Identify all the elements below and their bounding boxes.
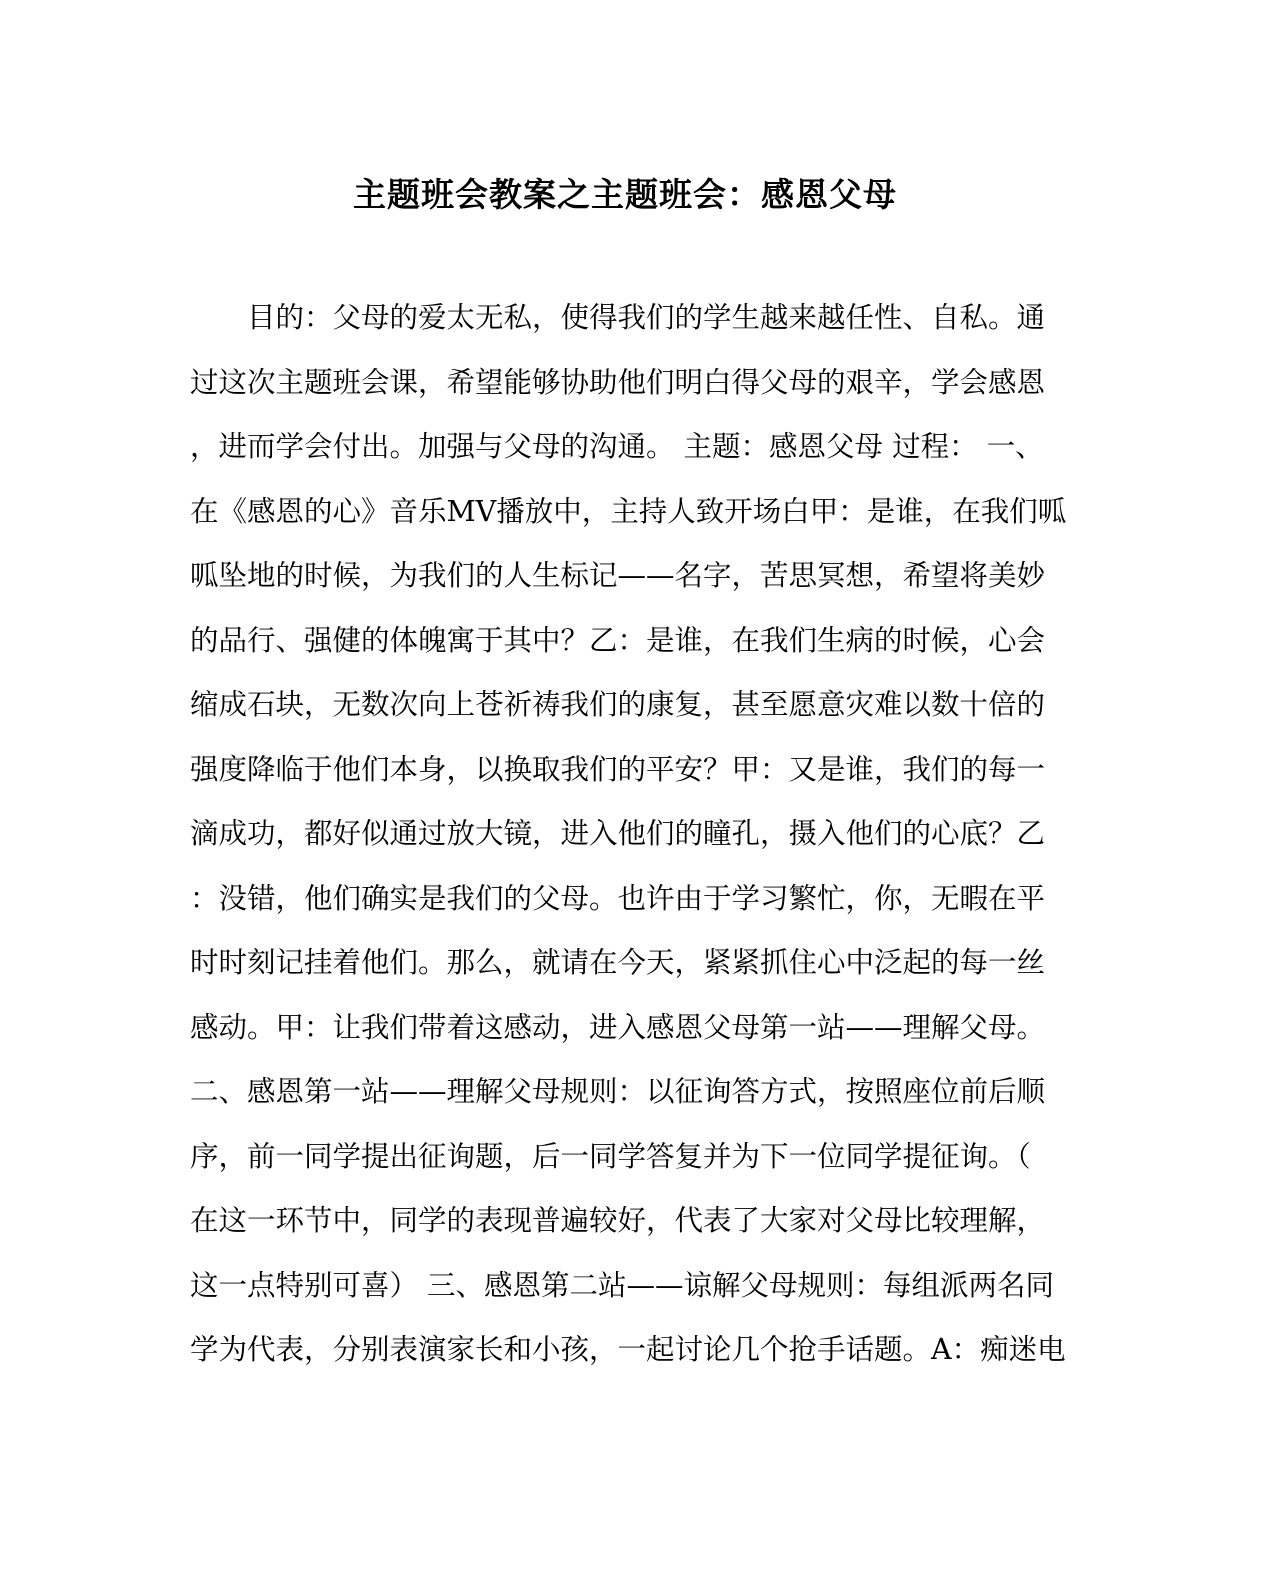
body-text-line: 目的：父母的爱太无私，使得我们的学生越来越任性、自私。通 [190,301,1046,334]
document-body [190,286,1080,1383]
body-text-line: 缩成石块，无数次向上苍祈祷我们的康复，甚至愿意灾难以数十倍的 [190,688,1046,721]
body-text-line: 感动。甲：让我们带着这感动，进入感恩父母第一站——理解父母。 [190,1010,1046,1044]
body-text-line: 二、感恩第一站——理解父母规则：以征询答方式，按照座位前后顺 [190,1075,1046,1108]
body-text-line: 在这一环节中，同学的表现普遍较好，代表了大家对父母比较理解， [190,1204,1046,1237]
body-text-line: 滴成功，都好似通过放大镜，进入他们的瞳孔，摄入他们的心底？乙 [190,817,1046,850]
body-text-line: 的品行、强健的体魄寓于其中？乙：是谁，在我们生病的时候，心会 [190,623,1046,657]
body-text-line: 强度降临于他们本身，以换取我们的平安？甲：又是谁，我们的每一 [190,752,1046,786]
body-text-line: 呱坠地的时候，为我们的人生标记——名字，苦思冥想，希望将美妙 [190,559,1046,592]
body-text-line: 时时刻记挂着他们。那么，就请在今天，紧紧抓住心中泛起的每一丝 [190,946,1046,979]
document-title: 主题班会教案之主题班会：感恩父母 [353,175,897,214]
body-text-line: ：没错，他们确实是我们的父母。也许由于学习繁忙，你，无暇在平 [190,881,1046,915]
body-text-line: ，进而学会付出。加强与父母的沟通。 主题：感恩父母 过程： 一、 [190,430,1044,463]
body-text-line: 这一点特别可喜） 三、感恩第二站——谅解父母规则：每组派两名同 [190,1268,1055,1302]
body-text-line: 学为代表，分别表演家长和小孩，一起讨论几个抢手话题。A：痴迷电 [190,1333,1066,1366]
body-text-line: 序，前一同学提出征询题，后一同学答复并为下一位同学提征询。（ [190,1139,1031,1173]
body-text-line: 在《感恩的心》音乐MV播放中，主持人致开场白甲：是谁，在我们呱 [190,494,1067,528]
body-text-line: 过这次主题班会课，希望能够协助他们明白得父母的艰辛，学会感恩 [190,365,1046,399]
